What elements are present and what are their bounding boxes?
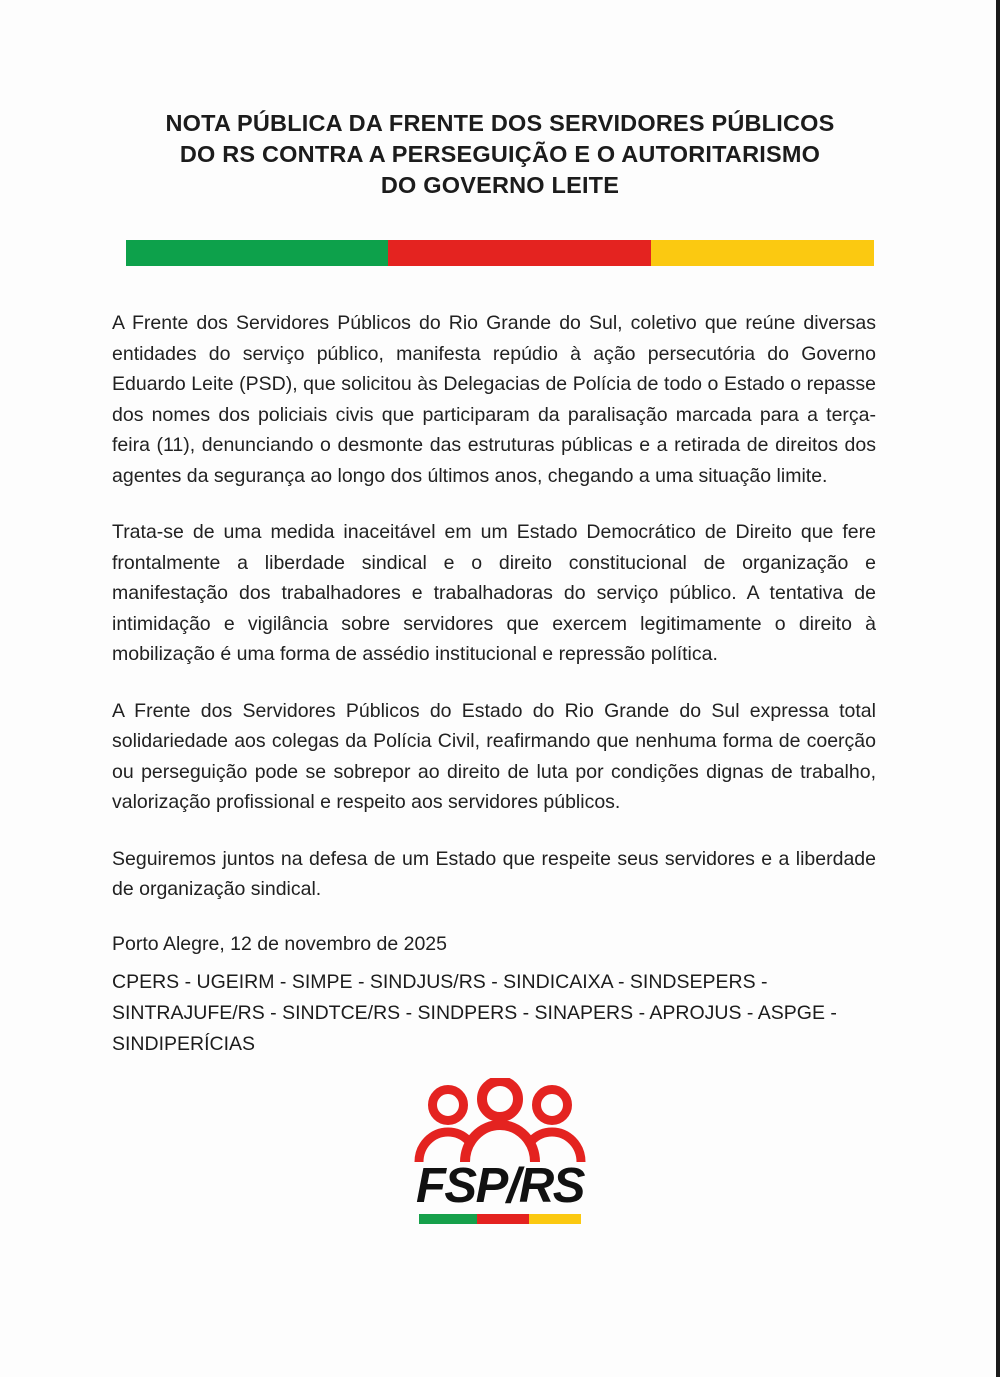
paragraph-1: A Frente dos Servidores Públicos do Rio Grande do Sul, coletivo que reúne diversas entidades do serviço público, manifesta repúdio à ação persecutória do Governo Eduardo Leite (PSD), que solicitou às Delegacias de Polícia de todo o Estado o repasse dos nomes dos policiais civis que participaram da paralisação marcada para a terça-feira (11), denunciando o desmonte das estruturas públicas e a retirada de direitos dos agentes da segurança ao longo dos últimos anos, chegando a uma situação limite.: [112, 312, 876, 487]
logo-tricolor-rule: [419, 1214, 581, 1224]
paragraph-4: Seguiremos juntos na defesa de um Estado que respeite seus servidores e a liberdade de organização sindical.: [112, 847, 876, 900]
dateline: Porto Alegre, 12 de novembro de 2025: [112, 932, 447, 955]
logo-rule-green: [419, 1214, 477, 1224]
three-people-icon: [412, 1078, 588, 1164]
signatories-list: CPERS - UGEIRM - SIMPE - SINDJUS/RS - SINDICAIXA - SINDSEPERS - SINTRAJUFE/RS - SINDTCE/RS - SINDPERS - SINAPERS - APROJUS - ASPGE - SINDIPERÍCIAS: [112, 971, 837, 1055]
divider-segment-green: [126, 240, 388, 266]
tricolor-divider: [126, 240, 874, 266]
logo-rule-red: [477, 1214, 529, 1224]
page-title: [0, 108, 1000, 201]
paragraph-3: A Frente dos Servidores Públicos do Estado do Rio Grande do Sul expressa total solidariedade aos colegas da Polícia Civil, reafirmando que nenhuma forma de coerção ou perseguição pode se sobrepor ao direito de luta por condições dignas de trabalho, valorização profissional e respeito aos servidores públicos.: [112, 699, 876, 813]
title-line-1: NOTA PÚBLICA DA FRENTE DOS SERVIDORES PÚBLICOS: [165, 110, 835, 136]
title-line-2: DO RS CONTRA A PERSEGUIÇÃO E O AUTORITARISMO: [179, 141, 821, 167]
fsprs-logo: [0, 1078, 1000, 1224]
divider-segment-yellow: [651, 240, 874, 266]
title-line-3: DO GOVERNO LEITE: [380, 172, 620, 198]
logo-rule-yellow: [529, 1214, 581, 1224]
divider-segment-red: [388, 240, 651, 266]
paragraph-2: Trata-se de uma medida inaceitável em um Estado Democrático de Direito que fere frontalmente a liberdade sindical e o direito constitucional de organização e manifestação dos trabalhadores e trabalhadoras do serviço público. A tentativa de intimidação e vigilância sobre servidores que exercem legitimamente o direito à mobilização é uma forma de assédio institucional e repressão política.: [112, 521, 876, 665]
body-copy: [112, 308, 876, 959]
logo-wordmark: FSP/RS: [416, 1159, 584, 1213]
